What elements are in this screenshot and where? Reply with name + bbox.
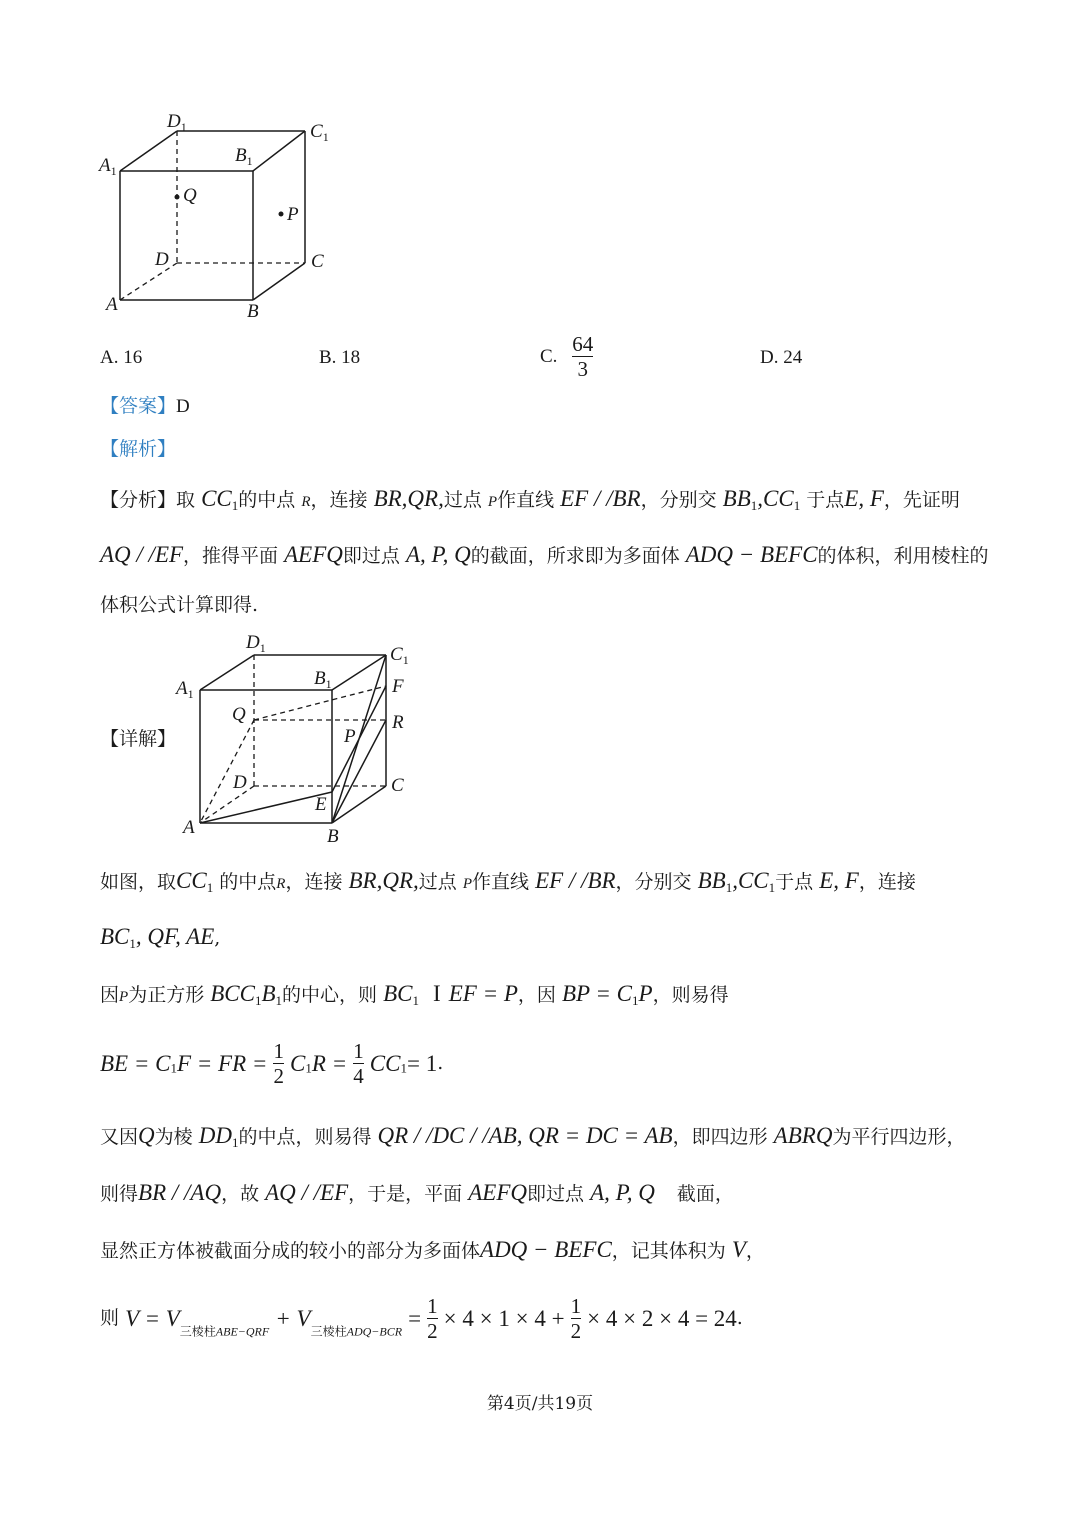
fig2-label-F: F (392, 676, 404, 697)
choice-c-denominator: 3 (577, 357, 588, 381)
choice-b: B. 18 (319, 347, 361, 368)
fig1-label-A: A (106, 294, 118, 315)
detail-tag: 【详解】 (100, 728, 177, 750)
fig1-label-D: D (155, 249, 169, 270)
fenxi-line-2: AQ / /EF，推得平面 AEFQ即过点 A, P, Q的截面，所求即为多面体 ADQ − BEFC的体积，利用棱柱的 (100, 542, 989, 567)
fig1-label-C1: $C_1$ (310, 121, 329, 144)
fig2-label-A: A (183, 817, 195, 838)
body-line-2: $BC_1$, QF, AE, (100, 924, 221, 951)
body-line-3: 因P为正方形 $BCC_1B_1$的中心，则 $BC_1$ I EF = P，因 BP = $C_1P$，则易得 (100, 981, 729, 1008)
fig2-label-B: B (327, 826, 339, 847)
answer-value: D (176, 396, 190, 417)
body-line-8: 则 $V = V_{三棱柱ABE-QRF} + V_{三棱柱ADQ-BCR}$ = $\frac{1}{2}$ × 4 × 1 × 4 + $\frac{1}{2}$ × 4 × 2 × 4 = 24. (100, 1294, 743, 1343)
fig1-label-Q: Q (183, 185, 197, 206)
fig2-label-P: P (344, 726, 356, 747)
fig1-label-A1: $A_1$ (99, 155, 117, 178)
analysis-tag: 【解析】 (100, 438, 177, 460)
fenxi-line-1: 【分析】取 $CC_1$的中点 R，连接 BR,QR,过点 P作直线 EF / /BR，分别交 $BB_1,CC_1$ 于点E, F，先证明 (100, 486, 960, 513)
choice-d: D. 24 (760, 347, 803, 368)
choice-a: A. 16 (100, 347, 143, 368)
page-footer: 第4页/共19页 (486, 1394, 594, 1414)
cube-figure-2 (170, 628, 430, 848)
fig2-label-D1: $D_1$ (246, 632, 266, 655)
body-line-5: 又因Q为棱 $DD_1$的中点，则易得 QR / /DC / /AB, QR = DC = AB，即四边形 ABRQ为平行四边形， (100, 1123, 966, 1150)
fenxi-line-3: 体积公式计算即得. (100, 594, 259, 616)
fig1-label-P: P (287, 204, 299, 225)
fig1-label-D1: $D_1$ (167, 111, 187, 134)
choice-c-numerator: 64 (572, 332, 594, 356)
fig2-label-B1: $B_1$ (314, 668, 332, 691)
fig2-label-Q: Q (232, 704, 246, 725)
body-line-4: BE = $C_1F$ = FR = $\frac{1}{2}$ $C_1R$ = $\frac{1}{4}$ $CC_1= 1$. (100, 1039, 444, 1088)
body-line-1: 如图，取$CC_1$ 的中点R，连接 BR,QR,过点 P作直线 EF / /BR，分别交 $BB_1,CC_1$于点 E, F，连接 (100, 868, 916, 895)
fig2-label-C: C (391, 775, 404, 796)
fig2-label-E: E (315, 794, 327, 815)
body-line-7: 显然正方体被截面分成的较小的部分为多面体ADQ − BEFC，记其体积为 V， (100, 1237, 765, 1262)
body-line-6: 则得BR / /AQ，故 AQ / /EF，于是，平面 AEFQ即过点 A, P, Q 截面， (100, 1180, 734, 1205)
fig2-label-D: D (233, 772, 247, 793)
cube-figure-1 (95, 105, 355, 325)
choice-c: C. $\frac{64}{3}$ (540, 332, 594, 381)
fig1-label-B1: $B_1$ (235, 145, 253, 168)
answer-tag: 【答案】D (100, 395, 190, 417)
fig1-label-B: B (247, 301, 259, 322)
fig1-label-C: C (311, 251, 324, 272)
fig2-label-C1: $C_1$ (390, 644, 409, 667)
fig2-label-R: R (392, 712, 404, 733)
fig2-label-A1: $A_1$ (176, 678, 194, 701)
